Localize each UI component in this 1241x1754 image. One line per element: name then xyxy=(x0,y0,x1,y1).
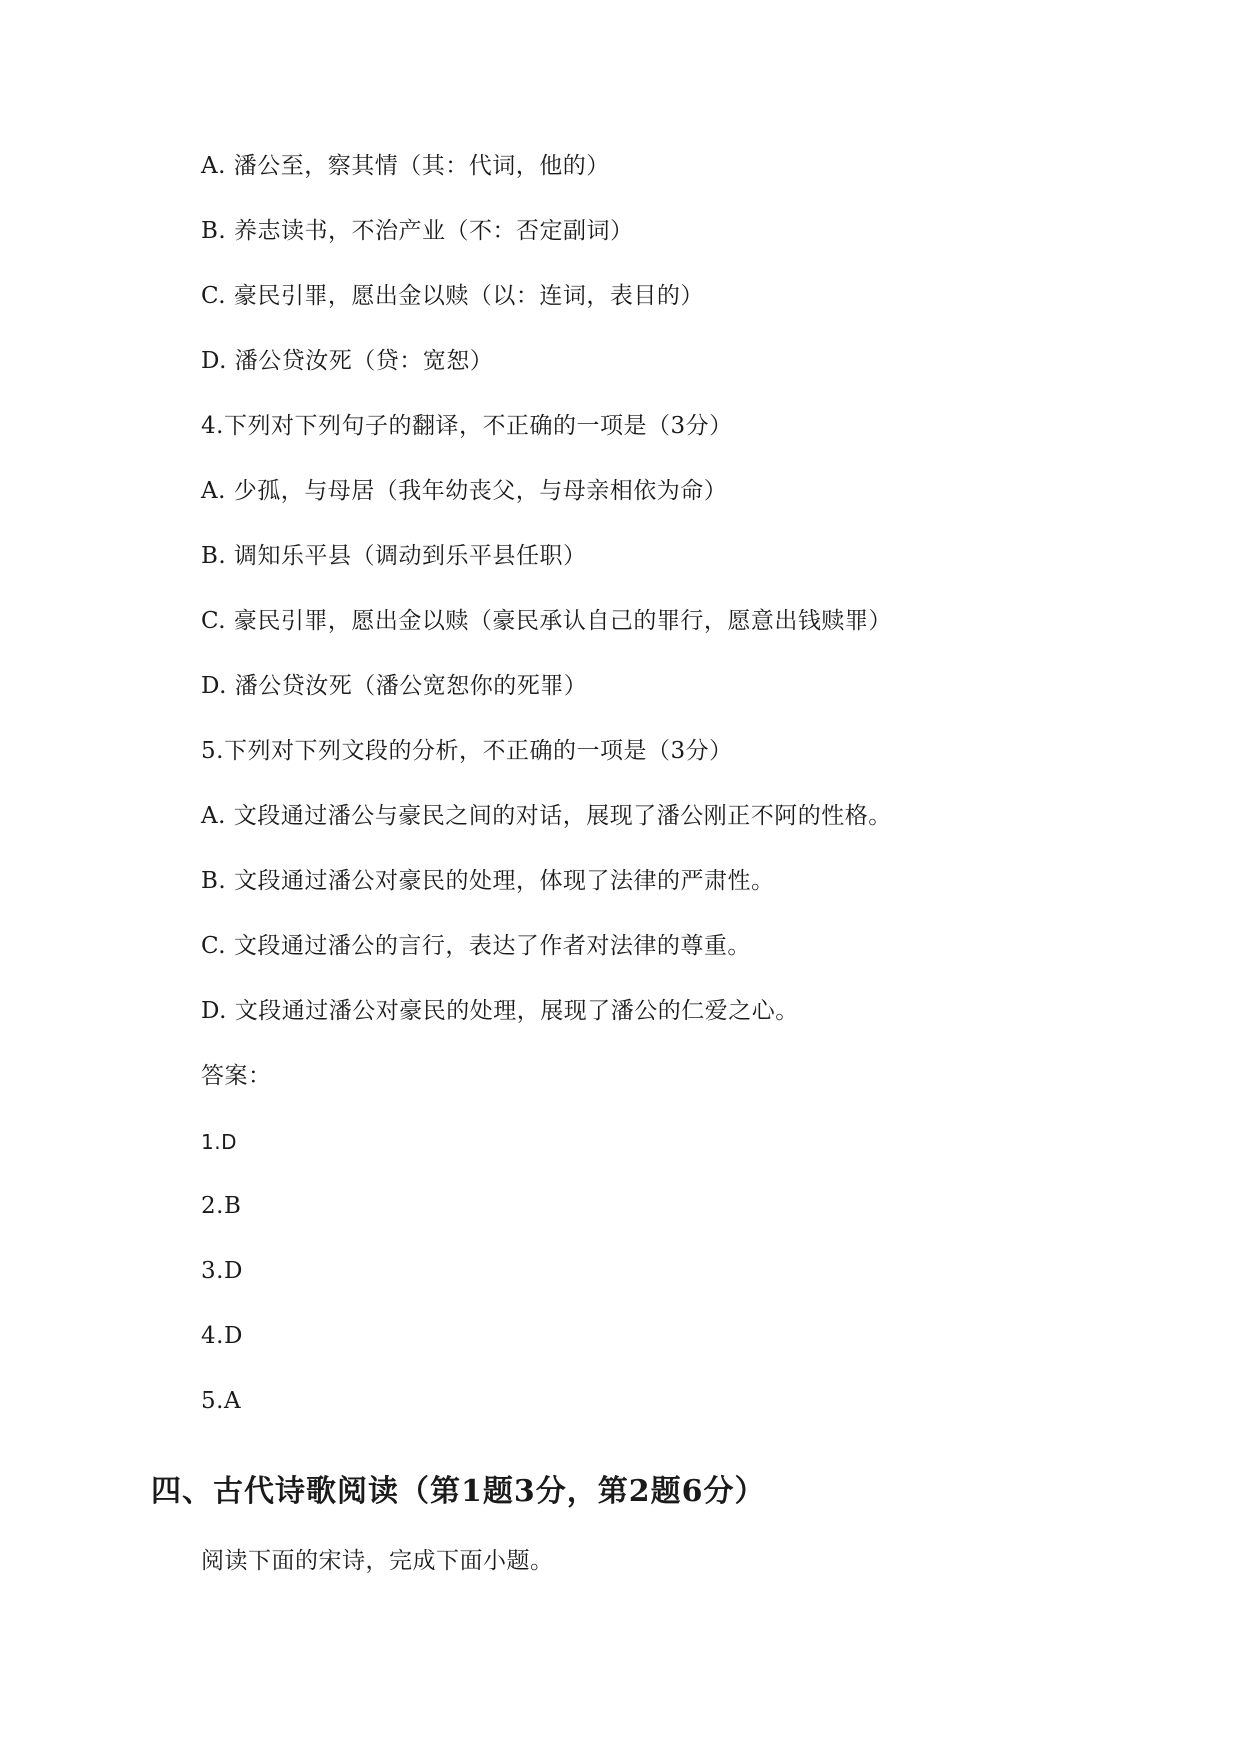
q4-option-d: D. 潘公贷汝死（潘公宽恕你的死罪） xyxy=(201,673,588,699)
q4-option-b: B. 调知乐平县（调动到乐平县任职） xyxy=(201,543,587,569)
q3-option-c: C. 豪民引罪，愿出金以赎（以：连词，表目的） xyxy=(201,283,704,309)
answer-item: 3.D xyxy=(201,1258,243,1284)
section-instruction: 阅读下面的宋诗，完成下面小题。 xyxy=(201,1548,554,1574)
q4-option-a: A. 少孤，与母居（我年幼丧父，与母亲相依为命） xyxy=(201,478,728,504)
q3-option-b: B. 养志读书，不治产业（不：否定副词） xyxy=(201,218,634,244)
q5-option-d: D. 文段通过潘公对豪民的处理，展现了潘公的仁爱之心。 xyxy=(201,998,799,1024)
q4-option-c: C. 豪民引罪，愿出金以赎（豪民承认自己的罪行，愿意出钱赎罪） xyxy=(201,608,892,634)
q4-stem: 4.下列对下列句子的翻译，不正确的一项是（3分） xyxy=(201,413,733,439)
answers-label: 答案： xyxy=(201,1063,272,1089)
q5-option-b: B. 文段通过潘公对豪民的处理，体现了法律的严肃性。 xyxy=(201,868,775,894)
q3-option-d: D. 潘公贷汝死（贷：宽恕） xyxy=(201,348,494,374)
q5-stem: 5.下列对下列文段的分析，不正确的一项是（3分） xyxy=(201,738,733,764)
answer-item: 5.A xyxy=(201,1388,242,1414)
answer-item: 1.D xyxy=(201,1130,237,1154)
answer-item: 2.B xyxy=(201,1193,242,1219)
section-heading: 四、古代诗歌阅读（第1题3分，第2题6分） xyxy=(151,1474,766,1509)
q3-option-a: A. 潘公至，察其情（其：代词，他的） xyxy=(201,153,610,179)
answer-item: 4.D xyxy=(201,1323,243,1349)
q5-option-c: C. 文段通过潘公的言行，表达了作者对法律的尊重。 xyxy=(201,933,751,959)
q5-option-a: A. 文段通过潘公与豪民之间的对话，展现了潘公刚正不阿的性格。 xyxy=(201,803,892,829)
